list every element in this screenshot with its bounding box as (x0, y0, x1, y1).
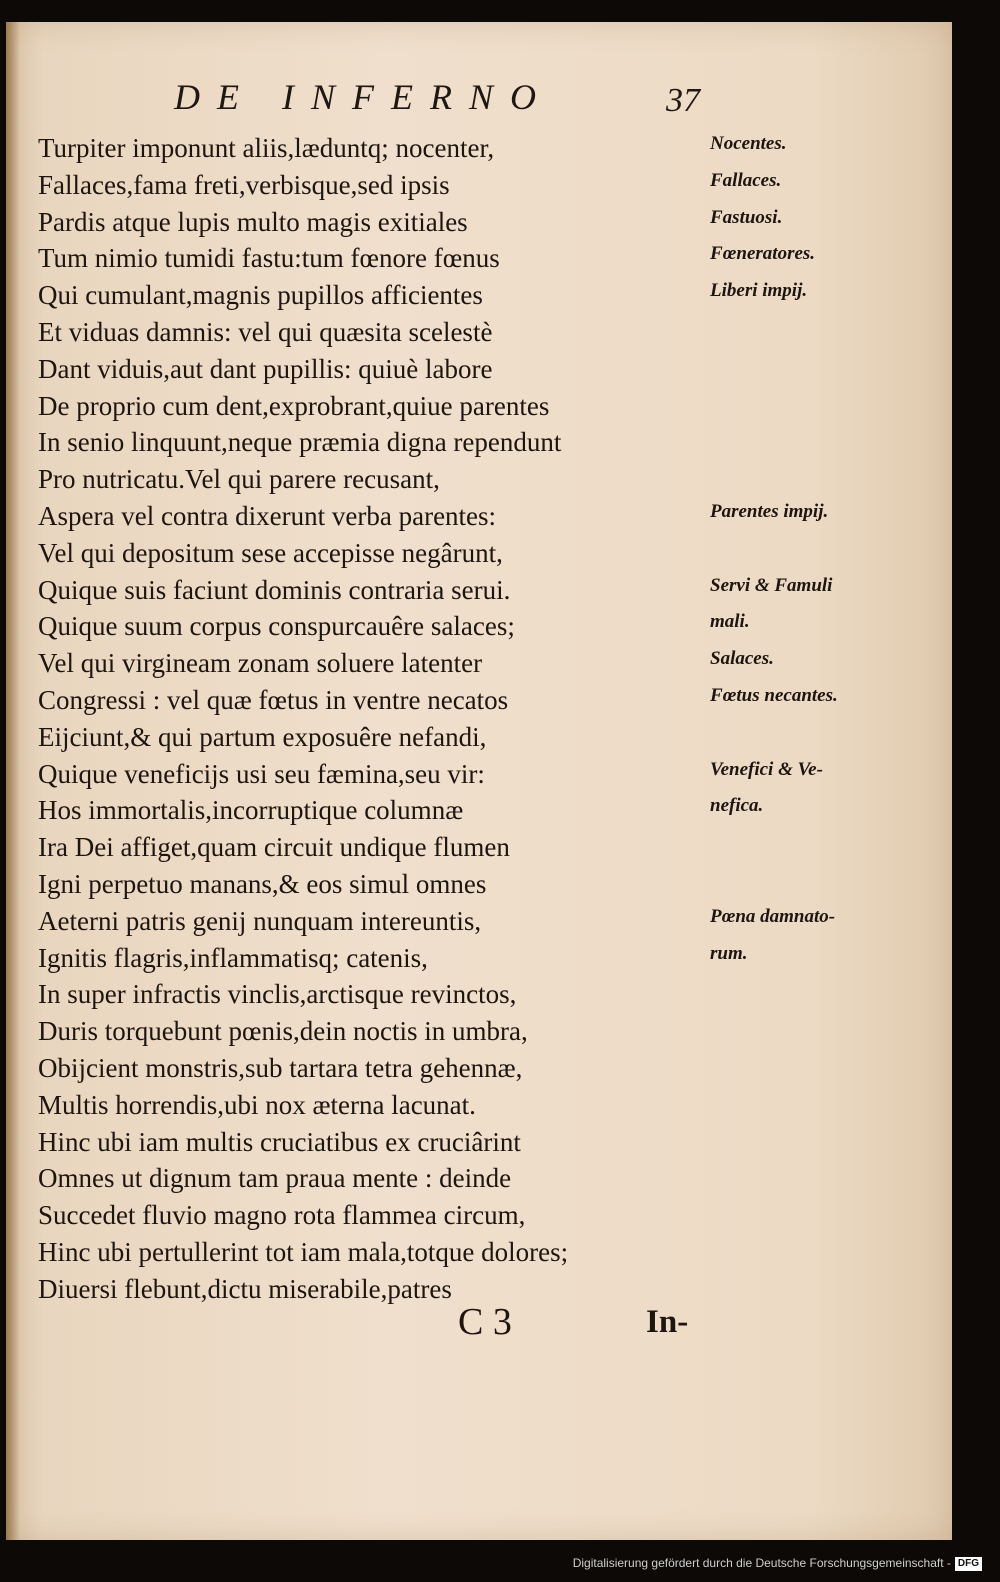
verse-line: Ignitis flagris,inflammatisq; catenis, (38, 942, 428, 973)
verse-line: Duris torquebunt pœnis,dein noctis in umbra, (38, 1016, 528, 1047)
verse-line: Quique suum corpus conspurcauêre salaces; (38, 611, 515, 642)
margin-note: Venefici & Ve- (710, 758, 823, 780)
margin-note: Fastuosi. (710, 206, 783, 228)
running-head: DE INFERNO (174, 77, 553, 117)
margin-note: nefica. (710, 795, 764, 817)
verse-line: Hinc ubi iam multis cruciatibus ex cruciârint (38, 1126, 521, 1157)
verse-line: In senio linquunt,neque præmia digna rependunt (38, 427, 562, 458)
verse-line: Vel qui virgineam zonam soluere latenter (38, 648, 483, 679)
dfg-logo: DFG (955, 1557, 982, 1571)
book-page (6, 22, 952, 1540)
verse-line: Obijcient monstris,sub tartara tetra gehennæ, (38, 1052, 523, 1083)
page-number: 37 (666, 82, 700, 119)
verse-line: Ira Dei affiget,quam circuit undique flumen (38, 832, 510, 863)
verse-line: Dant viduis,aut dant pupillis: quiuè labore (38, 353, 493, 384)
verse-line: Tum nimio tumidi fastu:tum fœnore fœnus (38, 243, 500, 274)
verse-line: In super infractis vinclis,arctisque revinctos, (38, 979, 517, 1010)
verse-line: Hinc ubi pertullerint tot iam mala,totque dolores; (38, 1236, 569, 1267)
page-gutter-shadow (6, 22, 20, 1540)
verse-line: Pardis atque lupis multo magis exitiales (38, 206, 468, 237)
verse-line: Omnes ut dignum tam praua mente : deinde (38, 1163, 512, 1194)
verse-line: Vel qui depositum sese accepisse negârunt, (38, 537, 503, 568)
margin-note: Fallaces. (710, 169, 782, 191)
verse-line: Qui cumulant,magnis pupillos afficientes (38, 280, 483, 311)
margin-note: mali. (710, 611, 750, 633)
verse-line: Aeterni patris genij nunquam intereuntis, (38, 905, 482, 936)
margin-note: Salaces. (710, 648, 774, 670)
catchword: In- (646, 1304, 689, 1340)
margin-note: rum. (710, 942, 748, 964)
credit-text: Digitalisierung gefördert durch die Deutsche Forschungsgemeinschaft - (572, 1556, 951, 1570)
verse-line: Succedet fluvio magno rota flammea circum, (38, 1200, 526, 1231)
margin-note: Pœna damnato- (710, 905, 836, 927)
margin-note: Fœtus necantes. (710, 685, 838, 706)
verse-line: Eijciunt,& qui partum exposuêre nefandi, (38, 721, 487, 752)
verse-line: Quique veneficijs usi seu fæmina,seu vir: (38, 758, 485, 789)
verse-line: Quique suis faciunt dominis contraria serui. (38, 574, 511, 605)
margin-note: Parentes impij. (710, 501, 829, 522)
verse-line: Congressi : vel quæ fœtus in ventre necatos (38, 684, 509, 715)
verse-line: Fallaces,fama freti,verbisque,sed ipsis (38, 169, 450, 200)
verse-line: Turpiter imponunt aliis,læduntq; nocenter, (38, 133, 495, 163)
verse-line: De proprio cum dent,exprobrant,quiue parentes (38, 390, 550, 421)
signature-mark: C 3 (458, 1301, 512, 1343)
verse-line: Diuersi flebunt,dictu miserabile,patres (38, 1273, 452, 1304)
margin-note: Servi & Famuli (710, 574, 833, 596)
verse-line: Aspera vel contra dixerunt verba parentes: (38, 500, 497, 531)
margin-note: Fœneratores. (710, 243, 816, 265)
verse-line: Hos immortalis,incorruptique columnæ (38, 795, 464, 826)
verse-line: Igni perpetuo manans,& eos simul omnes (38, 868, 487, 899)
verse-line: Et viduas damnis: vel qui quæsita scelestè (38, 316, 493, 347)
margin-notes (710, 130, 910, 964)
margin-note: Nocentes. (710, 133, 787, 154)
margin-note: Liberi impij. (710, 280, 808, 302)
verse-text (38, 130, 678, 1310)
digitization-credit (573, 1552, 982, 1574)
verse-line: Multis horrendis,ubi nox æterna lacunat. (38, 1089, 476, 1120)
verse-line: Pro nutricatu.Vel qui parere recusant, (38, 464, 440, 495)
